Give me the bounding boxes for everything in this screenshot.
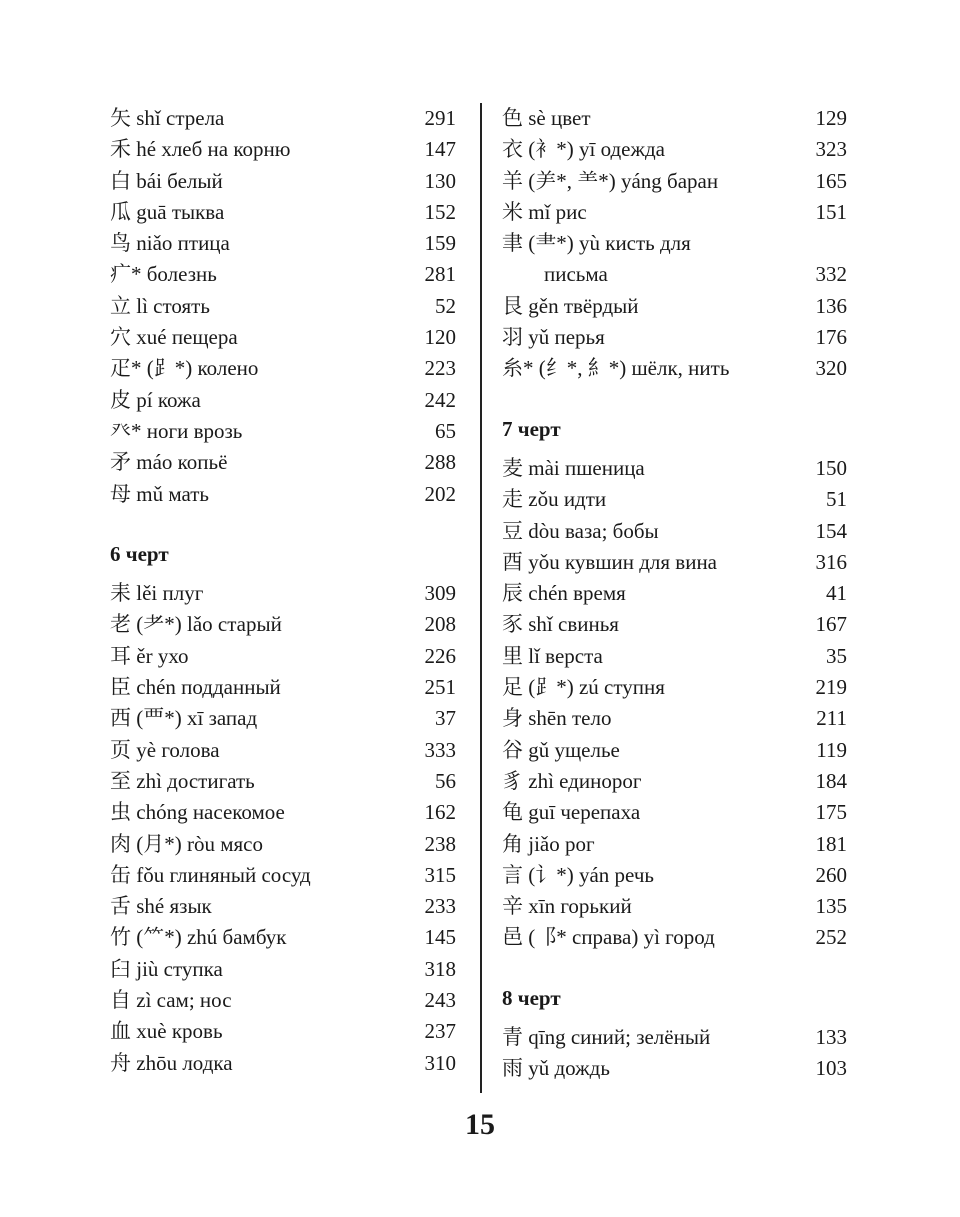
- radical-entry: [502, 797, 847, 828]
- stroke-count-heading: 8 черт: [502, 985, 561, 1010]
- page-reference: 162: [424, 800, 456, 825]
- radical-description: 豆 dòu ваза; бобы: [502, 518, 659, 543]
- radical-description: 足 (⻊*) zú ступня: [502, 675, 665, 700]
- section-gap: [502, 385, 847, 414]
- page-reference: 242: [424, 387, 456, 412]
- page-reference: 165: [815, 168, 847, 193]
- column-divider: [480, 103, 482, 1093]
- page-reference: 41: [826, 581, 847, 606]
- page-reference: 120: [424, 325, 456, 350]
- radical-entry: [502, 891, 847, 922]
- radical-entry: [110, 891, 456, 922]
- radical-description: 身 shēn тело: [502, 706, 612, 731]
- radical-description: 酉 yǒu кувшин для вина: [502, 549, 718, 574]
- page-reference: 226: [424, 643, 456, 668]
- radical-entry: [110, 479, 456, 510]
- left-column: [110, 103, 456, 1079]
- page-reference: 136: [815, 293, 847, 318]
- page-reference: 238: [424, 831, 456, 856]
- radical-description: 豕 shǐ свинья: [502, 612, 619, 637]
- radical-description: 羽 yǔ перья: [502, 325, 605, 350]
- page-reference: 119: [816, 737, 847, 762]
- radical-description: 辰 chén время: [502, 581, 626, 606]
- radical-description: 竹 (⺮*) zhú бамбук: [110, 925, 287, 950]
- page-reference: 35: [826, 643, 847, 668]
- radical-description: 邑 (⻏* справа) yì город: [502, 925, 715, 950]
- page-reference: 219: [815, 675, 847, 700]
- radical-entry: [110, 672, 456, 703]
- radical-description: 皮 pí кожа: [110, 387, 201, 412]
- page-reference: 323: [815, 137, 847, 162]
- page-reference: 237: [424, 1019, 456, 1044]
- radical-description: 肉 (月*) ròu мясо: [110, 831, 263, 856]
- radical-entry: [502, 547, 847, 578]
- section-gap: [502, 954, 847, 983]
- radical-entry: [110, 353, 456, 384]
- page-reference: 288: [424, 450, 456, 475]
- radical-description: 耒 lěi плуг: [110, 581, 204, 606]
- page-reference: 56: [435, 768, 456, 793]
- radical-entry: [110, 797, 456, 828]
- radical-description: 耳 ěr ухо: [110, 643, 189, 668]
- page-reference: 103: [815, 1056, 847, 1081]
- radical-description: 米 mǐ рис: [502, 199, 587, 224]
- radical-description: 雨 yǔ дождь: [502, 1056, 610, 1081]
- radical-description: 疋* (⻊*) колено: [110, 356, 259, 381]
- radical-description: 舟 zhōu лодка: [110, 1050, 233, 1075]
- radical-description: 臣 chén подданный: [110, 675, 281, 700]
- page-reference: 281: [424, 262, 456, 287]
- radical-description: 西 (覀*) xī запад: [110, 706, 258, 731]
- page-reference: 154: [815, 518, 847, 543]
- page-reference: 147: [424, 137, 456, 162]
- page-reference: 211: [816, 706, 847, 731]
- radical-description: 至 zhì достигать: [110, 768, 255, 793]
- radical-entry: [110, 166, 456, 197]
- radical-description: 癶* ноги врозь: [110, 418, 243, 443]
- radical-entry: [110, 735, 456, 766]
- page-reference: 223: [424, 356, 456, 381]
- radical-entry: [110, 259, 456, 290]
- radical-entry: [502, 228, 847, 259]
- radical-entry: [502, 453, 847, 484]
- radical-entry: [110, 641, 456, 672]
- radical-description: 矢 shǐ стрела: [110, 106, 225, 130]
- page-reference: 332: [815, 262, 847, 287]
- radical-entry: [110, 416, 456, 447]
- radical-description: 谷 gǔ ущелье: [502, 737, 620, 762]
- page-reference: 130: [424, 168, 456, 193]
- radical-description: 虫 chóng насекомое: [110, 800, 285, 825]
- radical-entry: [502, 484, 847, 515]
- page-reference: 37: [435, 706, 456, 731]
- radical-description: 疒* болезнь: [110, 262, 217, 287]
- radical-description: 言 (讠*) yán речь: [502, 862, 654, 887]
- radical-entry: [502, 641, 847, 672]
- radical-description: 聿 (⺻*) yù кисть для: [502, 231, 691, 256]
- radical-entry: [110, 609, 456, 640]
- radical-description: 羊 (⺶*, ⺷*) yáng баран: [502, 168, 719, 193]
- radical-description: 走 zǒu идти: [502, 487, 607, 512]
- radical-entry: [110, 447, 456, 478]
- page-reference: 51: [826, 487, 847, 512]
- radical-entry: [110, 829, 456, 860]
- radical-entry: [502, 735, 847, 766]
- radical-entry: [502, 860, 847, 891]
- page-reference: 129: [815, 106, 847, 130]
- page-reference: 318: [424, 956, 456, 981]
- page-reference: 208: [424, 612, 456, 637]
- radical-description: 鸟 niǎo птица: [110, 231, 230, 256]
- radical-entry: [110, 322, 456, 353]
- radical-entry: [110, 291, 456, 322]
- radical-description: 衣 (衤*) yī одежда: [502, 137, 665, 162]
- radical-description: 麦 mài пшеница: [502, 455, 645, 480]
- radical-description: 禾 hé хлеб на корню: [110, 137, 291, 162]
- radical-entry: [502, 578, 847, 609]
- radical-description: 自 zì сам; нос: [110, 988, 232, 1013]
- radical-description: 艮 gěn твёрдый: [502, 293, 639, 318]
- radical-description: 色 sè цвет: [502, 106, 591, 130]
- page-reference: 167: [815, 612, 847, 637]
- page-reference: 151: [815, 199, 847, 224]
- radical-description: 青 qīng синий; зелёный: [502, 1025, 711, 1050]
- page-reference: 181: [815, 831, 847, 856]
- page-reference: 202: [424, 481, 456, 506]
- radical-entry: [502, 291, 847, 322]
- page-reference: 260: [815, 862, 847, 887]
- radical-entry: [502, 766, 847, 797]
- page-reference: 243: [424, 988, 456, 1013]
- radical-entry: [110, 228, 456, 259]
- radical-entry: [110, 385, 456, 416]
- radical-entry: [110, 860, 456, 891]
- radical-description: 臼 jiù ступка: [110, 956, 223, 981]
- page-reference: 184: [815, 768, 847, 793]
- page-reference: 291: [424, 106, 456, 130]
- radical-entry: [110, 985, 456, 1016]
- radical-entry: [110, 703, 456, 734]
- section-gap: [110, 510, 456, 539]
- page-reference: 135: [815, 894, 847, 919]
- radical-description: 辛 xīn горький: [502, 894, 632, 919]
- radical-entry: [110, 103, 456, 134]
- page-reference: 152: [424, 199, 456, 224]
- radical-entry: [110, 134, 456, 165]
- radical-description: 里 lǐ верста: [502, 643, 603, 668]
- radical-entry: [502, 197, 847, 228]
- page-reference: 333: [424, 737, 456, 762]
- page-reference: 310: [424, 1050, 456, 1075]
- page-reference: 145: [424, 925, 456, 950]
- radical-description: 老 (耂*) lǎo старый: [110, 612, 282, 637]
- radical-entry: [502, 134, 847, 165]
- radical-description: 舌 shé язык: [110, 894, 212, 919]
- radical-description: письма: [544, 262, 608, 287]
- radical-entry: [110, 766, 456, 797]
- radical-entry: [502, 322, 847, 353]
- radical-entry: [110, 954, 456, 985]
- page-reference: 316: [815, 549, 847, 574]
- radical-entry: [110, 197, 456, 228]
- page-reference: 309: [424, 581, 456, 606]
- page-reference: 159: [424, 231, 456, 256]
- radical-entry: [110, 578, 456, 609]
- radical-entry: [502, 829, 847, 860]
- radical-entry: [502, 103, 847, 134]
- radical-description: 页 yè голова: [110, 737, 220, 762]
- page-reference: 315: [424, 862, 456, 887]
- page-reference: 252: [815, 925, 847, 950]
- page-reference: 320: [815, 356, 847, 381]
- radical-description: 立 lì стоять: [110, 293, 210, 318]
- page-reference: 176: [815, 325, 847, 350]
- radical-entry: [110, 1048, 456, 1079]
- radical-entry: [502, 922, 847, 953]
- page-reference: 175: [815, 800, 847, 825]
- radical-description: 糸* (纟*, 糹*) шёлк, нить: [502, 356, 730, 381]
- radical-entry: [502, 703, 847, 734]
- page-reference: 52: [435, 293, 456, 318]
- radical-entry: [110, 1016, 456, 1047]
- radical-entry: [502, 609, 847, 640]
- radical-description: 角 jiǎo рог: [502, 831, 595, 856]
- radical-description: 母 mǔ мать: [110, 481, 210, 506]
- radical-description: 白 bái белый: [110, 168, 223, 193]
- stroke-count-heading: 7 черт: [502, 416, 561, 441]
- radical-description: 龟 guī черепаха: [502, 800, 641, 825]
- radical-entry: [110, 922, 456, 953]
- page-number: 15: [465, 1108, 495, 1141]
- stroke-count-heading: 6 черт: [110, 541, 169, 566]
- radical-description: 缶 fǒu глиняный сосуд: [110, 862, 311, 887]
- radical-entry: [502, 1022, 847, 1053]
- radical-entry: [502, 259, 847, 290]
- page-reference: 150: [815, 455, 847, 480]
- page-reference: 233: [424, 894, 456, 919]
- page-reference: 133: [815, 1025, 847, 1050]
- radical-description: 矛 máo копьё: [110, 450, 228, 475]
- radical-description: 豸 zhì единорог: [502, 768, 642, 793]
- radical-entry: [502, 1053, 847, 1084]
- radical-description: 瓜 guā тыква: [110, 199, 225, 224]
- radical-entry: [502, 516, 847, 547]
- radical-description: 血 xuè кровь: [110, 1019, 223, 1044]
- radical-entry: [502, 353, 847, 384]
- page-reference: 65: [435, 418, 456, 443]
- radical-description: 穴 xué пещера: [110, 325, 238, 350]
- radical-entry: [502, 166, 847, 197]
- page-reference: 251: [424, 675, 456, 700]
- right-column: [502, 103, 847, 1085]
- radical-entry: [502, 672, 847, 703]
